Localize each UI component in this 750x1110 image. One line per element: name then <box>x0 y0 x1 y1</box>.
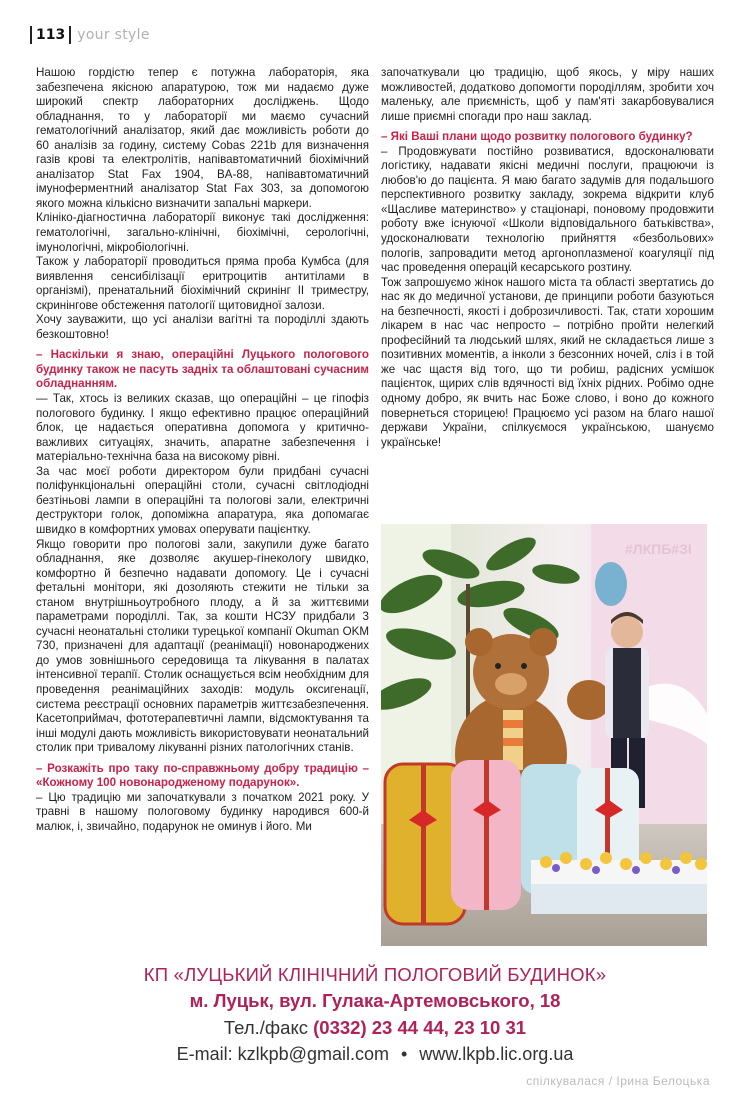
phone-label: Тел./факс <box>223 1017 308 1038</box>
contact-footer <box>0 962 750 1068</box>
phone-numbers: (0332) 23 44 44, 23 10 31 <box>313 1017 527 1038</box>
wall-hashtag: #ЛКПБ#ЗІ <box>625 541 692 557</box>
header-divider <box>69 26 71 44</box>
address: м. Луцьк, вул. Гулака-Артемовського, 18 <box>189 990 561 1011</box>
article-photo <box>381 524 707 946</box>
article-paragraph: – Цю традицію ми започаткували з початком 2021 року. У травні в нашому пологовому будинку народився 600-й малюк, і, звичайно, подарунок не оминув і його. Ми <box>36 790 369 833</box>
page-number: 113 <box>36 27 66 43</box>
article-column-left <box>36 66 369 834</box>
article-paragraph: — Так, хтось із великих сказав, що операційні – це гіпофіз пологового будинку. І якщо ефективно працює операційний блок, це надається оперативна допомога у критично-важливих ситуаціях, значить, апаратне забезпечення і матеріально-технічна база на високому рівні. <box>36 392 369 464</box>
website-link[interactable]: www.lkpb.lic.org.ua <box>419 1044 574 1064</box>
article-paragraph: Хочу зауважити, що усі аналізи вагітні та породіллі здають безкоштовно! <box>36 313 369 341</box>
interview-question: – Розкажіть про таку по-справжньому добру традицію – «Кожному 100 новонародженому подарунок». <box>36 761 369 790</box>
phone-line <box>0 1014 750 1041</box>
director-with-gifts-photo <box>381 524 707 946</box>
article-paragraph: Тож запрошуємо жінок нашого міста та області звертатись до нас як до медичної установи, де принципи роботи базуються на безпечності, якості і доброзичливості. Так, стати хорошим лікарем в нас час непросто – потрібно пройти нелегкий професійний та людський шлях, який не складається лише з позитивних моментів, а інколи з безсонних ночей, сліз і в той же час щастя від того, що ти робиш, радісних усмішок пацієнток, щирих слів вдячності від їхніх рідних. Робімо одне одному добро, як вчить нас Боже слово, і воно до кожного повернеться сторицею! Працюємо усі разом на благо нашої держави України, спілкуємося українською, шануємо українське! <box>381 275 714 449</box>
interview-question: – Які Ваші плани щодо розвитку пологового будинку? <box>381 130 693 144</box>
page-header <box>30 24 150 46</box>
article-column-right <box>381 66 714 450</box>
web-line <box>0 1041 750 1068</box>
article-paragraph: За час моєї роботи директором були придбані сучасні поліфункціональні операційні столи, сучасні світлодіодні безтіньові лампи в операційні та пологові зали, електричні деструктори голок, допоміжна апаратура, яка допомагає швидко в комфортних умовах оперувати пацієнтку. <box>36 464 369 536</box>
article-paragraph: – Продовжувати постійно розвиватися, вдосконалювати логістику, надавати якісні медичні послуги, працюючи із любов'ю до пацієнта. Я маю багато задумів для подальшого перспективного розвитку закладу, зокрема відкрити клуб «Щасливе материнство» у стаціонарі, поновому продовжити роботу вже існуючої «Школи відповідального батьківства», удосконалювати технологію прийняття «безбольових» пологів, запровадити метод аргоноплазменої коагуляції під час проведення операцій кесарського розтину. <box>381 144 714 275</box>
article-paragraph: Клініко-діагностична лабораторії виконує такі дослідження: гематологічні, загально-клінічні, біохімічні, серологічні, імунологічні, мікробіологічні. <box>36 211 369 254</box>
article-paragraph: Нашою гордістю тепер є потужна лабораторія, яка забезпечена якісною апаратурою, тож ми надаємо дуже широкий спектр лабораторних досліджень. Щодо обладнання, то у лабораторії ми маємо сучасний гематологічний аналізатор, який дає можливість роботи до 60 аналізів за годину, систему Cobas 221b для визначення газів крові та електролітів, напівавтоматичний біохімічний аналізатор Stat Fax 1904, BA-88, напівавтоматичний імуноферментний аналізатор Stat Fax 303, за допомогою якого можна кількісно визначити запальні маркери. <box>36 66 369 210</box>
article-paragraph: Також у лабораторії проводиться пряма проба Кумбса (для виявлення сенсибілізації еритроцитів антитілами в організмі), пренатальний біохімічний скринінг ІІ триместру, скринінгове обстеження патології щитовидної залози. <box>36 255 369 312</box>
interview-question: – Наскільки я знаю, операційні Луцького пологового будинку також не пасуть задніх та облаштовані сучасним обладнанням. <box>36 348 369 391</box>
author-credit: спілкувалася / Ірина Белоцька <box>526 1074 710 1088</box>
magazine-title: your style <box>77 27 150 43</box>
organization-name: КП «ЛУЦЬКИЙ КЛІНІЧНИЙ ПОЛОГОВИЙ БУДИНОК» <box>143 964 607 985</box>
article-paragraph: Якщо говорити про пологові зали, закупили дуже багато обладнання, яке дозволяє акушер-гінекологу швидко, комфортно й безпечно надавати допомогу. Це і сучасні фетальні монітори, які дозоляють стежити не тільки за станом внутрішньоутробного плоду, а й за життєвими параметрами породіллі. Так, за кошти НСЗУ придбали 3 сучасні неонатальні столики турецької компанії Okuman OKM 730, призначені для адаптації (реанімації) новонароджених до умов зовнішнього середовища та лікування в палатах інтенсивної терапії. Столик оснащується всім необхідним для проведення реанімаційних заходів: модуль оксигенації, система реєстрації основних параметрів життєзабезпечення. Касетоприймач, фототерапевтичні лампи, відсмоктування та інші модулі дають можливість використовувати неонатальний столик при тривалому лікуванні різних патологічних станів. <box>36 537 369 755</box>
separator-dot: • <box>400 1044 408 1064</box>
email-address[interactable]: E-mail: kzlkpb@gmail.com <box>176 1044 389 1064</box>
article-paragraph: започаткували цю традицію, щоб якось, у міру наших можливостей, додатково допомогти породіллям, зробити хоч маленьку, але приємність, щоб у пам'яті закарбовувалися лише приємні спогади про наш заклад. <box>381 66 714 123</box>
